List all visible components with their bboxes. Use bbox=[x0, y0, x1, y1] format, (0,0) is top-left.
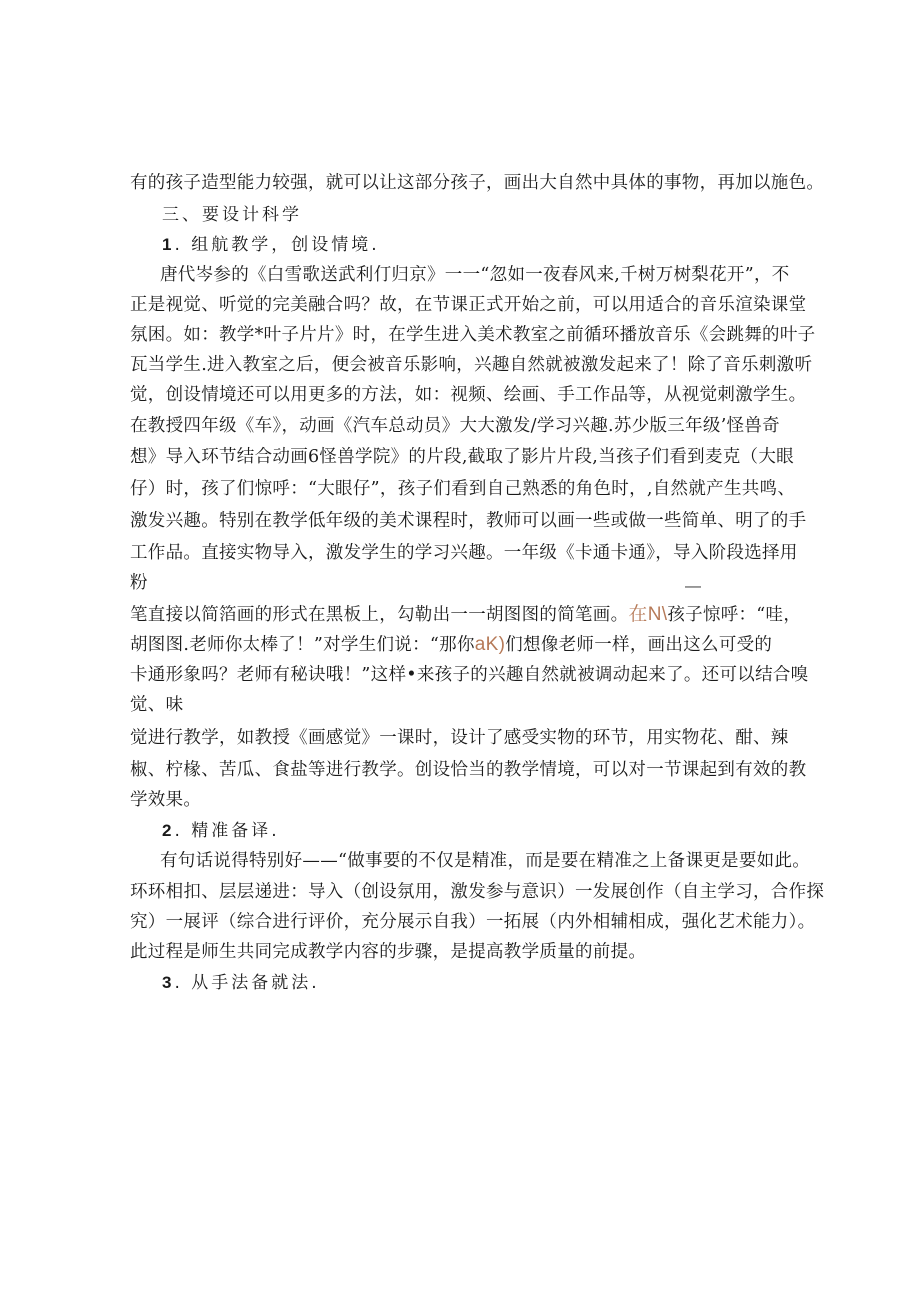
paragraph-line bbox=[130, 600, 802, 630]
subheading-number: 1 bbox=[162, 235, 175, 254]
paragraph-line: 氛困。如：教学*叶子片片》时，在学生进入美术教室之前循环播放音乐《会跳舞的叶子 bbox=[130, 325, 816, 345]
paragraph-line: 想》导入环节结合动画6怪兽学院》的片段,截取了影片片段,当孩子们看到麦克（大眼 bbox=[130, 447, 794, 467]
paragraph-line: 唐代岑参的《白雪歌送武利仃归京》一一“忽如一夜春风来,千树万树梨花开”，不 bbox=[160, 265, 790, 285]
paragraph-line: 有句话说得特别好——“做事要的不仅是精准，而是要在精准之上备课更是要如此。 bbox=[160, 851, 811, 871]
paragraph-line: 究）一展评（综合进行评价，充分展示自我）一拓展（内外相辅相成，强化艺术能力）。 bbox=[130, 912, 816, 932]
paragraph-line: 有的孩子造型能力较强，就可以让这部分孩子，画出大自然中具体的事物，再加以施色。 bbox=[130, 173, 825, 193]
line-text: 们想像老师一样，画出这么可受的 bbox=[505, 635, 773, 655]
paragraph-line: 学效果。 bbox=[130, 790, 202, 810]
line-text: 胡图图.老师你太棒了！”对学生们说：“那你 bbox=[130, 635, 475, 655]
paragraph-line: 觉进行教学，如教授《画感觉》一课时，设计了感受实物的环节，用实物花、酣、辣 bbox=[130, 728, 789, 748]
paragraph-line bbox=[130, 630, 795, 660]
paragraph-line: 正是视觉、听觉的完美融合吗？故，在节课正式开始之前，可以用适合的音乐渲染课堂 bbox=[130, 295, 807, 315]
paragraph-line: 此过程是师生共同完成教学内容的步骤，是提高教学质量的前提。 bbox=[130, 942, 647, 962]
paragraph-line: 仔）时，孩了们惊呼：“大眼仔”，孩子们看到自己熟悉的角色时，,自然就产生共鸣、 bbox=[130, 479, 796, 499]
paragraph-line: 环环相扣、层层递进：导入（创设氛用，激发参与意识）一发展创作（自主学习，合作探 bbox=[130, 882, 825, 902]
paragraph-line: 粉 bbox=[130, 573, 148, 593]
line-text: 笔直接以简箔画的形式在黑板上，勾勒出一一胡图图的简笔画。 bbox=[130, 605, 629, 625]
paragraph-line: 在教授四年级《车》，动画《汽车总动员》大大激发/学习兴趣.苏少版三年级’怪兽奇 bbox=[130, 416, 780, 436]
section-heading-3: 三、要设计科学 bbox=[162, 205, 302, 225]
subheading-title: . 组航教学，创设情境. bbox=[174, 235, 380, 255]
paragraph-line: 瓦当学生.进入教室之后，便会被音乐影响，兴趣自然就被激发起来了！除了音乐刺激听 bbox=[130, 355, 813, 375]
ocr-artifact-text: aK) bbox=[474, 634, 506, 655]
paragraph-line: 椒、柠椽、苦瓜、食盐等进行教学。创设恰当的教学情境，可以对一节课起到有效的教 bbox=[130, 760, 807, 780]
paragraph-line: 觉，创设情境还可以用更多的方法，如：视频、绘画、手工作品等，从视觉刺激学生。 bbox=[130, 385, 807, 405]
subheading-3 bbox=[162, 968, 827, 998]
subheading-1 bbox=[162, 230, 827, 260]
subheading-title: . 精准备译. bbox=[174, 821, 280, 841]
paragraph-line: 激发兴趣。特别在教学低年级的美术课程时，教师可以画一些或做一些简单、明了的手 bbox=[130, 511, 807, 531]
paragraph-line: 觉、味 bbox=[130, 695, 184, 715]
ocr-artifact-text: 在N\ bbox=[628, 604, 668, 625]
paragraph-line: 卡通形象吗？老师有秘诀哦！”这样•来孩子的兴趣自然就被调动起来了。还可以结合嗅 bbox=[130, 665, 809, 685]
subheading-2 bbox=[162, 816, 827, 846]
subheading-number: 3 bbox=[162, 973, 175, 992]
subheading-title: . 从手法备就法. bbox=[174, 973, 320, 993]
paragraph-line: 工作品。直接实物导入，激发学生的学习兴趣。一年级《卡通卡通》，导入阶段选择用 bbox=[130, 543, 798, 563]
subheading-number: 2 bbox=[162, 821, 175, 840]
line-text: 孩子惊呼：“哇， bbox=[667, 605, 802, 625]
stray-dash-mark: — bbox=[685, 578, 701, 595]
